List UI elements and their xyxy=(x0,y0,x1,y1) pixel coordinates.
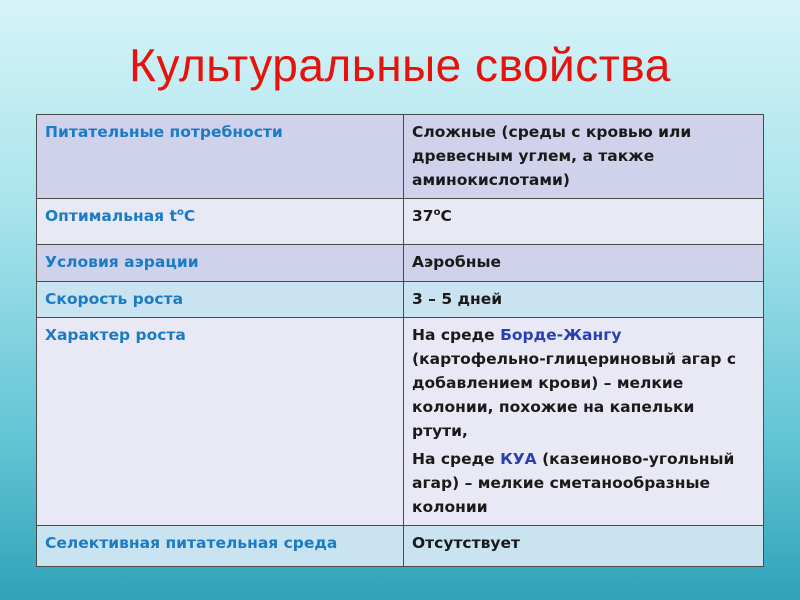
row-value-temperature: 37$^o$C xyxy=(404,199,764,245)
slide-title: Культуральные свойства xyxy=(129,39,671,91)
row-label-growth-speed: Скорость роста xyxy=(37,282,404,318)
growth-paragraph-1: На среде Борде-Жангу (картофельно-глицериновый агар с добавлением крови) – мелкие колонии, похожие на капельки ртути, xyxy=(412,326,737,440)
properties-table xyxy=(36,114,764,567)
medium-name-kua: КУА xyxy=(500,450,537,468)
table-row xyxy=(37,318,764,526)
row-label-selective-medium: Селективная питательная среда xyxy=(37,526,404,567)
medium-name-borde-zhangu: Борде-Жангу xyxy=(500,326,622,344)
table-row xyxy=(37,199,764,245)
row-value-growth-character xyxy=(404,318,764,526)
row-label-temperature: Оптимальная $t^oC$ xyxy=(37,199,404,245)
table-row xyxy=(37,245,764,282)
row-value-selective-medium: Отсутствует xyxy=(404,526,764,567)
row-value-growth-speed: 3 – 5 дней xyxy=(404,282,764,318)
row-value-aeration: Аэробные xyxy=(404,245,764,282)
table-row xyxy=(37,526,764,567)
row-label-aeration: Условия аэрации xyxy=(37,245,404,282)
row-label-nutrition: Питательные потребности xyxy=(37,115,404,199)
table-row xyxy=(37,282,764,318)
row-label-growth-character: Характер роста xyxy=(37,318,404,526)
growth-paragraph-2: На среде КУА (казеиново-угольный агар) – мелкие сметанообразные колонии xyxy=(412,450,735,516)
row-value-nutrition: Сложные (среды с кровью или древесным углем, а также аминокислотами) xyxy=(404,115,764,199)
table-row xyxy=(37,115,764,199)
